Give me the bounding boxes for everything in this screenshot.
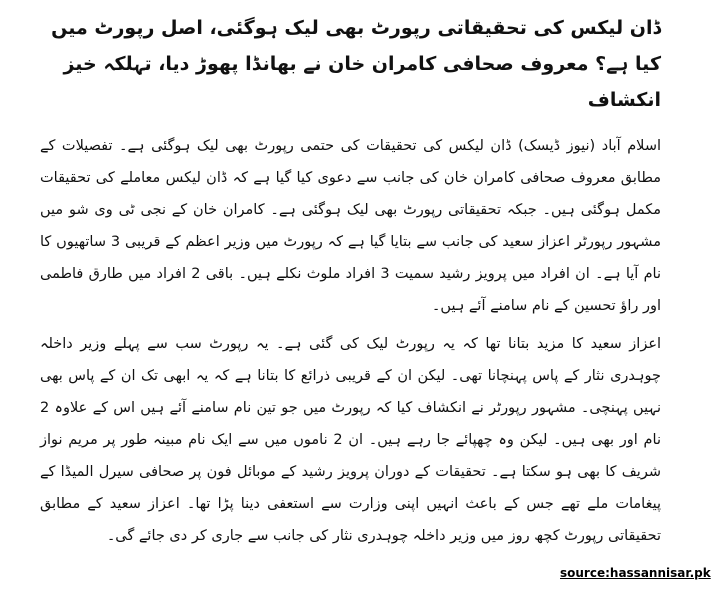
article-paragraph-1: اسلام آباد (نیوز ڈیسک) ڈان لیکس کی تحقیقات کی حتمی رپورٹ بھی لیک ہوگئی ہے۔ تفصیلات کے مطابق معروف صحافی کامران خان کی جانب سے دعوی کیا گیا ہے کہ ڈان لیکس معاملے کی تحقیقات مکمل ہوگئی ہیں۔ جبکہ تحقیقاتی رپورٹ بھی لیک ہوگئی ہے۔ کامران خان کے نجی ٹی وی شو میں مشہور رپورٹر اعزاز سعید کی جانب سے بتایا گیا ہے کہ رپورٹ میں وزیر اعظم کے قریبی 3 ساتھیوں کا نام آیا ہے۔ ان افراد میں پرویز رشید سمیت 3 افراد ملوث نکلے ہیں۔ باقی 2 افراد میں طارق فاطمی اور راؤ تحسین کے نام سامنے آئے ہیں۔ [40,138,662,314]
article-paragraph-2: اعزاز سعید کا مزید بتانا تھا کہ یہ رپورٹ لیک کی گئی ہے۔ یہ رپورٹ سب سے پہلے وزیر داخلہ چوہدری نثار کے پاس پہنچانا تھی۔ لیکن ان کے قریبی ذرائع کا بتانا ہے کہ یہ ابھی تک ان کے پاس بھی نہیں پہنچی۔ مشہور رپورٹر نے انکشاف کیا کہ رپورٹ میں جو تین نام سامنے آئے ہیں اس کے علاوہ 2 نام اور بھی ہیں۔ لیکن وہ چھپائے جا رہے ہیں۔ ان 2 ناموں میں سے ایک نام مبینہ طور پر مریم نواز شریف کا بھی ہو سکتا ہے۔ تحقیقات کے دوران پرویز رشید کے موبائل فون پر صحافی سیرل المیڈا کے پیغامات ملے تھے جس کے باعث انہیں اپنی وزارت سے استعفی دینا پڑا تھا۔ اعزاز سعید کے مطابق تحقیقاتی رپورٹ کچھ روز میں وزیر داخلہ چوہدری نثار کی جانب سے جاری کر دی جائے گی۔ [40,336,661,544]
source-link[interactable]: source:hassannisar.pk [560,566,711,580]
article-headline: ڈان لیکس کی تحقیقاتی رپورٹ بھی لیک ہوگئی، اصل رپورٹ میں کیا ہے؟ معروف صحافی کامران خان نے بھانڈا پھوڑ دیا، تہلکہ خیز انکشاف [51,17,661,111]
